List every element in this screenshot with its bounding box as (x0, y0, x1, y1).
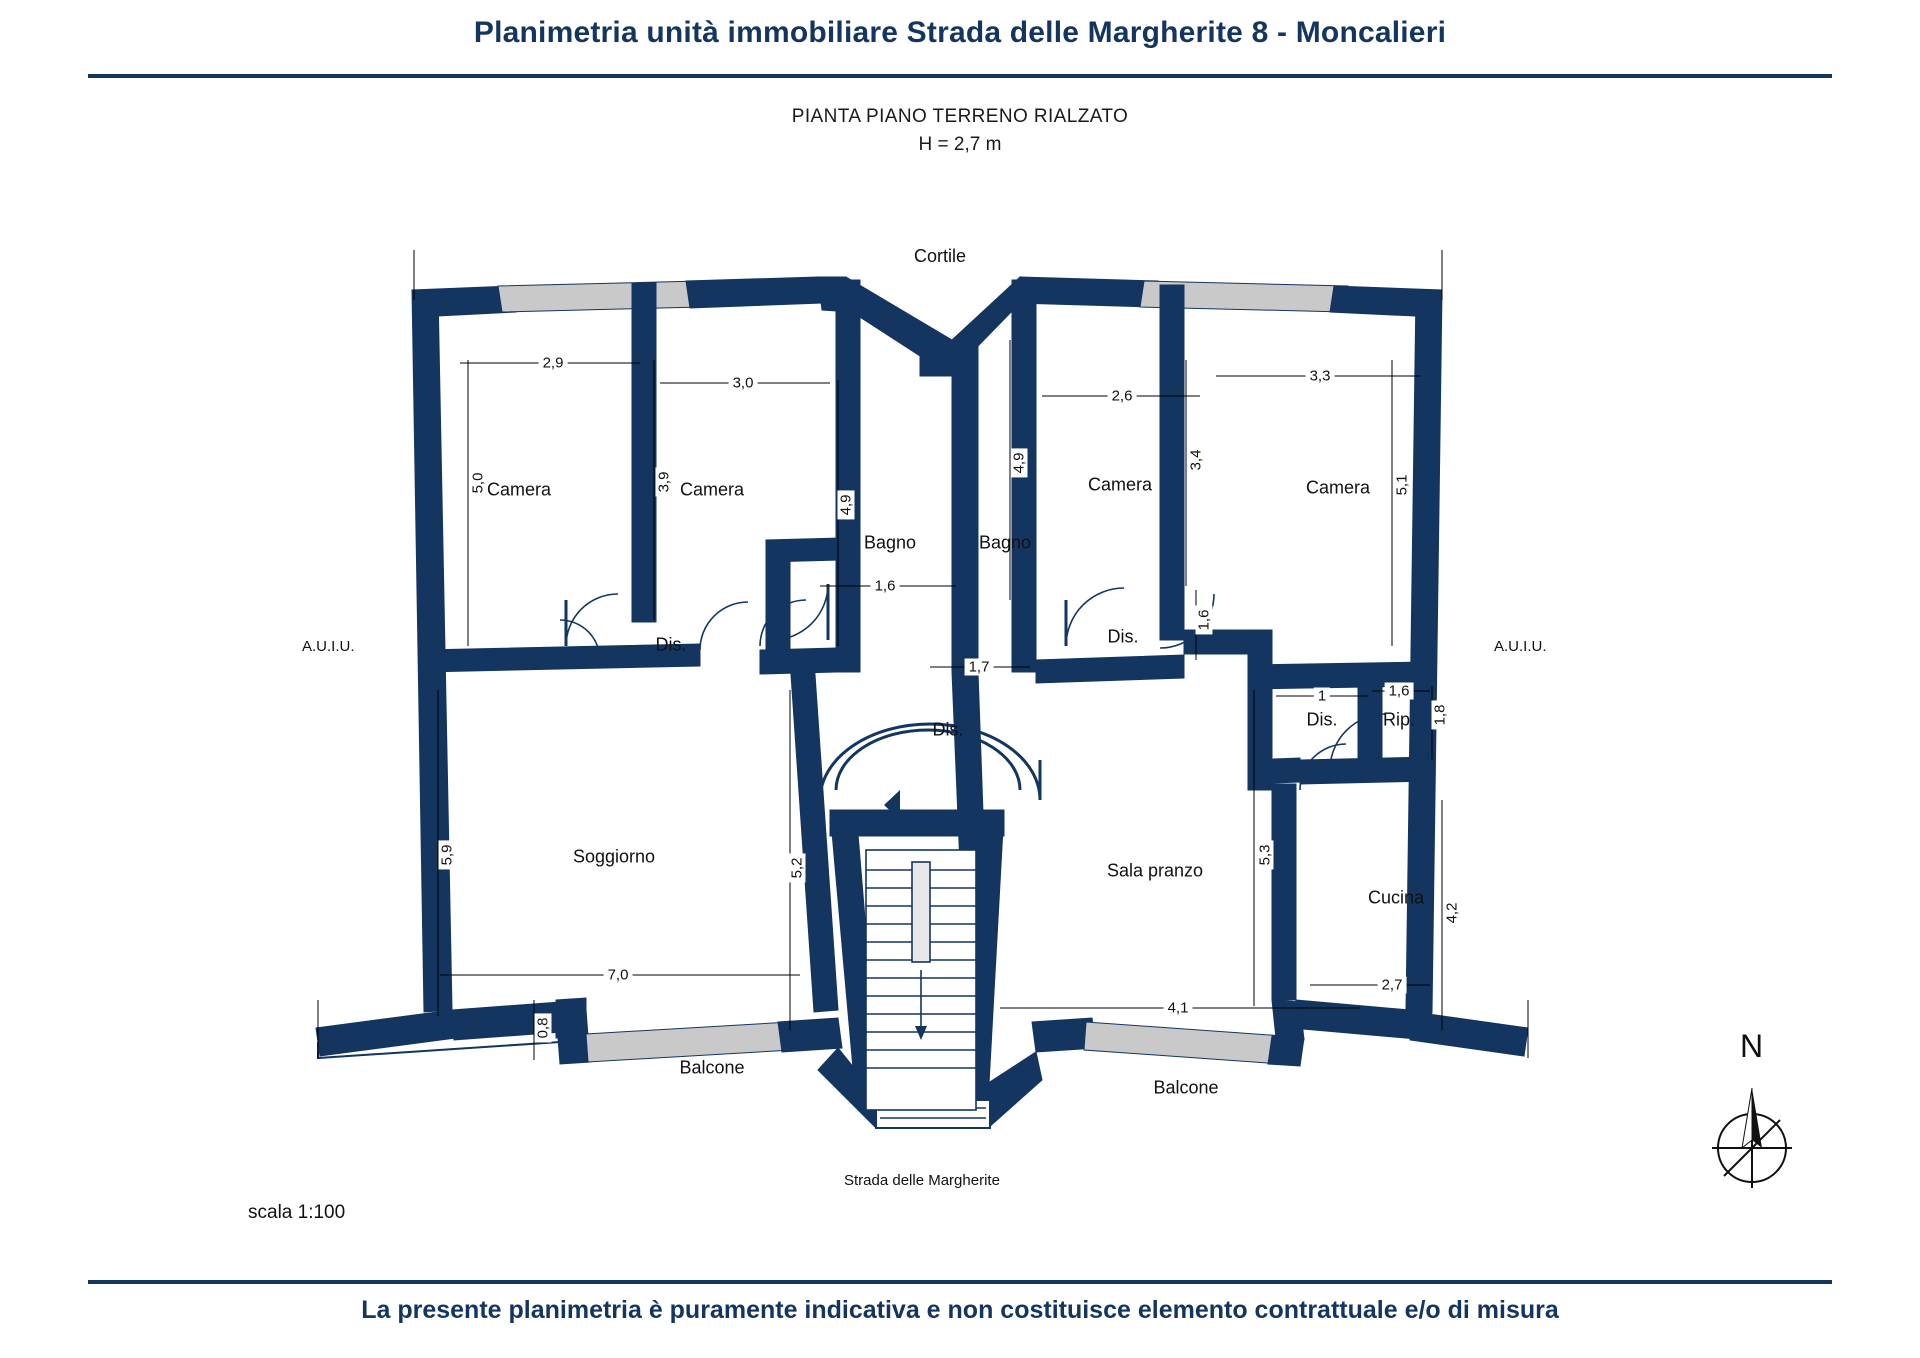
dimension-label: 4,9 (1011, 449, 1028, 478)
plan-subtitle: PIANTA PIANO TERRENO RIALZATO (791, 106, 1129, 127)
dimension-label: 2,6 (1108, 388, 1137, 405)
dimension-label: 5,2 (789, 854, 806, 883)
footer-divider (88, 1280, 1832, 1284)
plan-height-note: H = 2,7 m (918, 134, 1002, 155)
room-label: Dis. (1107, 626, 1139, 647)
room-label: Cucina (1367, 887, 1425, 908)
context-label-south: Strada delle Margherite (844, 1172, 1000, 1189)
dimension-label: 7,0 (604, 967, 633, 984)
dimension-label: 2,7 (1378, 977, 1407, 994)
dimension-label: 1 (1314, 688, 1330, 705)
room-label: Camera (1305, 477, 1371, 498)
context-label-east: A.U.I.U. (1494, 638, 1547, 655)
dimension-label: 1,7 (965, 659, 994, 676)
footer-note: La presente planimetria è puramente indicativa e non costituisce elemento contrattuale e/o di misura (361, 1296, 1559, 1324)
room-label: Dis. (1306, 709, 1338, 730)
room-label: Soggiorno (572, 846, 656, 867)
dimension-label: 3,4 (1188, 446, 1205, 475)
compass-north-letter: N (1740, 1028, 1764, 1064)
room-label: Camera (486, 479, 552, 500)
room-label: Bagno (863, 532, 917, 553)
dimension-label: 3,9 (656, 468, 673, 497)
dimension-label: 4,1 (1164, 1000, 1193, 1017)
context-label-west: A.U.I.U. (302, 638, 355, 655)
dimension-label: 1,8 (1432, 701, 1449, 730)
room-label: Dis. (932, 719, 964, 740)
page-title: Planimetria unità immobiliare Strada delle Margherite 8 - Moncalieri (473, 16, 1447, 49)
room-label: Dis. (655, 634, 687, 655)
context-label-north: Cortile (914, 246, 967, 266)
dimension-label: 5,1 (1394, 471, 1411, 500)
room-label: Balcone (679, 1057, 745, 1078)
dimension-label: 1,6 (1196, 606, 1213, 635)
room-label: Camera (1087, 474, 1153, 495)
room-label: Rip. (1382, 709, 1416, 730)
dimension-label: 5,0 (470, 469, 487, 498)
room-label: Bagno (978, 532, 1032, 553)
dimension-label: 4,9 (838, 491, 855, 520)
room-label: Balcone (1153, 1077, 1219, 1098)
dimension-label: 2,9 (539, 355, 568, 372)
dimension-label: 0,8 (535, 1014, 552, 1043)
dimension-label: 1,6 (871, 578, 900, 595)
dimension-label: 5,3 (1257, 841, 1274, 870)
scale-label: scala 1:100 (248, 1202, 346, 1223)
room-label: Sala pranzo (1106, 860, 1204, 881)
dimension-label: 1,6 (1385, 683, 1414, 700)
room-label: Camera (679, 479, 745, 500)
dimension-label: 3,0 (729, 375, 758, 392)
dimension-label: 3,3 (1306, 368, 1335, 385)
dimension-label: 5,9 (439, 841, 456, 870)
dimension-label: 4,2 (1444, 899, 1461, 928)
